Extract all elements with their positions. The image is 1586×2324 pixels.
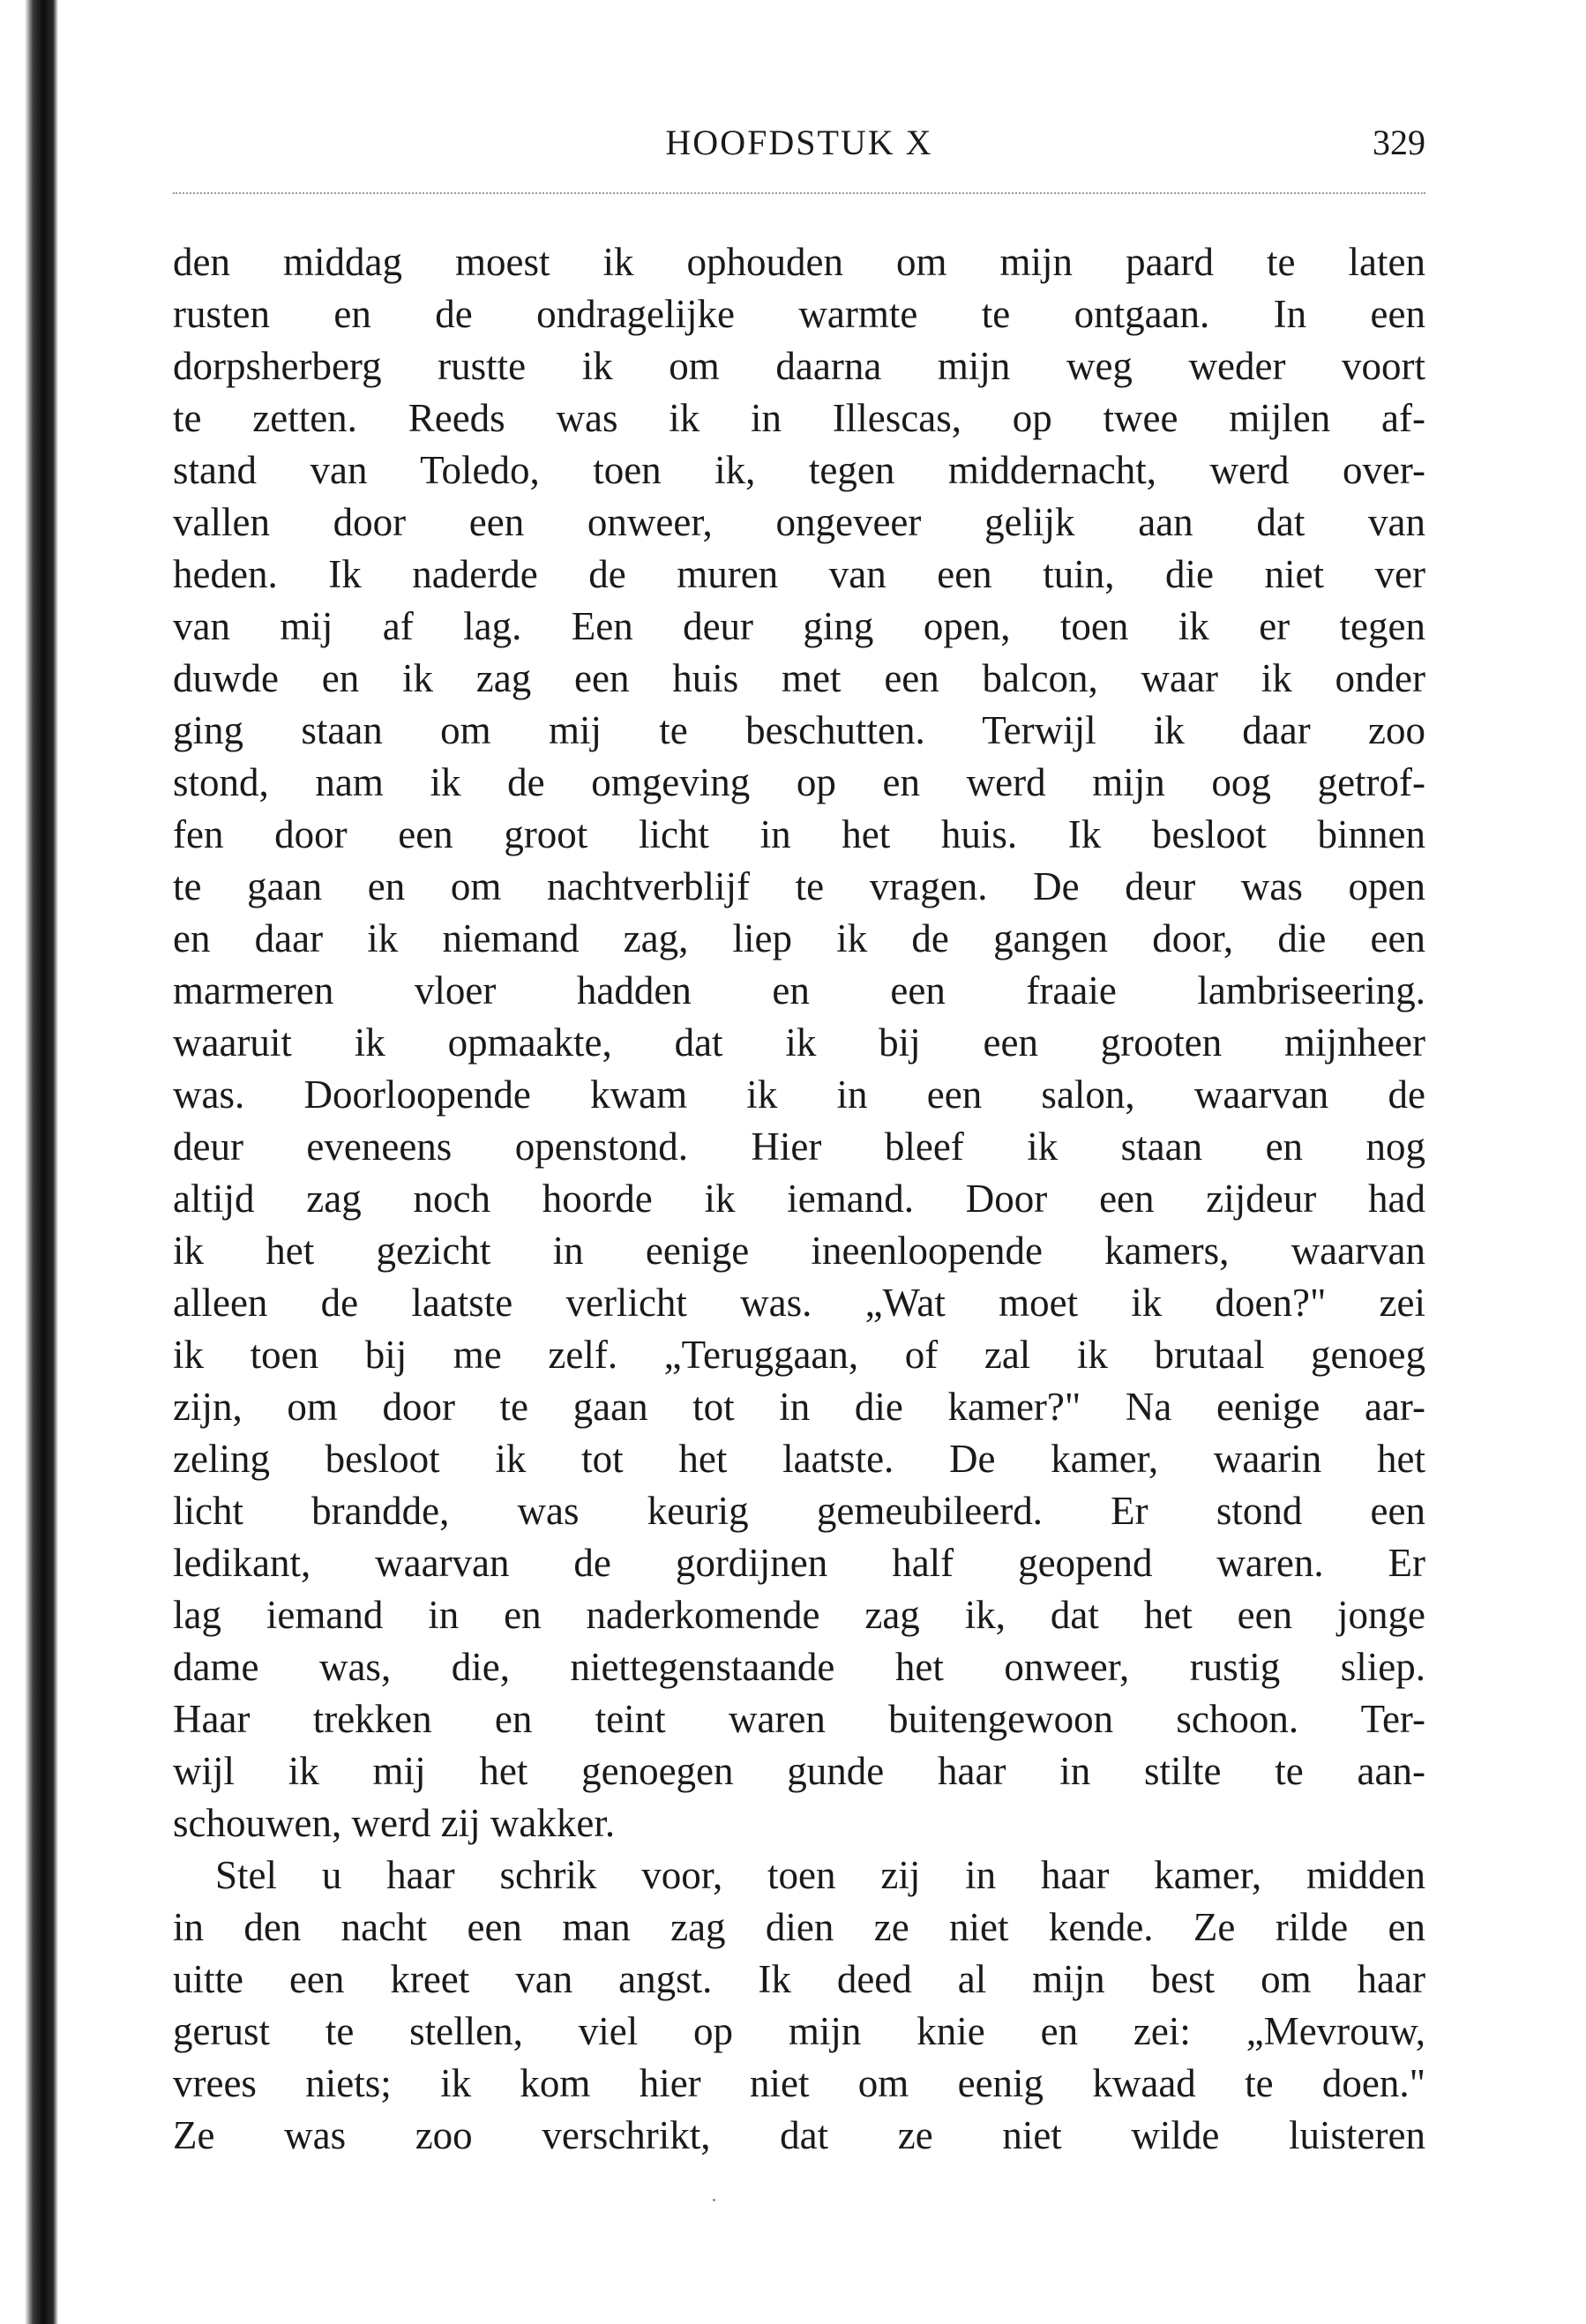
text-line: vallen door een onweer, ongeveer gelijk aan dat van	[173, 500, 1425, 544]
book-binding-shadow	[25, 0, 58, 2324]
text-line: rusten en de ondragelijke warmte te ontgaan. In een	[173, 292, 1425, 336]
text-line: dame was, die, niettegenstaande het onweer, rustig sliep.	[173, 1645, 1425, 1689]
text-line: lag iemand in en naderkomende zag ik, dat het een jonge	[173, 1593, 1425, 1637]
text-line: waaruit ik opmaakte, dat ik bij een grooten mijnheer	[173, 1020, 1425, 1065]
text-line: van mij af lag. Een deur ging open, toen ik er tegen	[173, 604, 1425, 648]
text-line: altijd zag noch hoorde ik iemand. Door een zijdeur had	[173, 1177, 1425, 1221]
text-line: deur eveneens openstond. Hier bleef ik staan en nog	[173, 1125, 1425, 1169]
text-line: fen door een groot licht in het huis. Ik besloot binnen	[173, 812, 1425, 856]
paragraph-last-line: schouwen, werd zij wakker.	[173, 1801, 616, 1845]
text-line: stand van Toledo, toen ik, tegen middernacht, werd over-	[173, 448, 1425, 492]
text-line: licht brandde, was keurig gemeubileerd. Er stond een	[173, 1489, 1425, 1533]
text-line: te zetten. Reeds was ik in Illescas, op twee mijlen af-	[173, 396, 1425, 440]
text-line: was. Doorloopende kwam ik in een salon, waarvan de	[173, 1072, 1425, 1117]
text-line: ik toen bij me zelf. „Teruggaan, of zal ik brutaal genoeg	[173, 1333, 1425, 1377]
text-line: ledikant, waarvan de gordijnen half geopend waren. Er	[173, 1541, 1425, 1585]
text-line: gerust te stellen, viel op mijn knie en zei: „Mevrouw,	[173, 2009, 1425, 2053]
text-line: ik het gezicht in eenige ineenloopende kamers, waarvan	[173, 1229, 1425, 1273]
text-line: den middag moest ik ophouden om mijn paard te laten	[173, 240, 1425, 284]
text-line: wijl ik mij het genoegen gunde haar in stilte te aan-	[173, 1749, 1425, 1793]
print-speck	[713, 2199, 715, 2201]
running-title: HOOFDSTUK X	[665, 123, 933, 162]
page-number: 329	[1373, 123, 1425, 162]
body-text	[173, 236, 1425, 2162]
text-line: ging staan om mij te beschutten. Terwijl ik daar zoo	[173, 708, 1425, 752]
page-header	[173, 122, 1425, 175]
text-line: heden. Ik naderde de muren van een tuin, die niet ver	[173, 552, 1425, 596]
text-line: zijn, om door te gaan tot in die kamer?" Na eenige aar-	[173, 1385, 1425, 1429]
text-line: alleen de laatste verlicht was. „Wat moet ik doen?" zei	[173, 1281, 1425, 1325]
header-divider	[173, 192, 1425, 194]
text-line: Ze was zoo verschrikt, dat ze niet wilde luisteren	[173, 2113, 1425, 2157]
text-line: uitte een kreet van angst. Ik deed al mijn best om haar	[173, 1957, 1425, 2001]
text-line: duwde en ik zag een huis met een balcon, waar ik onder	[173, 656, 1425, 700]
text-line: vrees niets; ik kom hier niet om eenig kwaad te doen."	[173, 2061, 1425, 2105]
text-line: te gaan en om nachtverblijf te vragen. De deur was open	[173, 864, 1425, 908]
text-line: zeling besloot ik tot het laatste. De kamer, waarin het	[173, 1437, 1425, 1481]
text-line: dorpsherberg rustte ik om daarna mijn weg weder voort	[173, 344, 1425, 388]
text-line: stond, nam ik de omgeving op en werd mijn oog getrof-	[173, 760, 1425, 804]
paragraph-first-line: Stel u haar schrik voor, toen zij in haar kamer, midden	[215, 1853, 1425, 1897]
text-line: en daar ik niemand zag, liep ik de gangen door, die een	[173, 916, 1425, 960]
text-line: in den nacht een man zag dien ze niet kende. Ze rilde en	[173, 1905, 1425, 1949]
text-line: marmeren vloer hadden en een fraaie lambriseering.	[173, 968, 1425, 1013]
text-line: Haar trekken en teint waren buitengewoon schoon. Ter-	[173, 1697, 1425, 1741]
